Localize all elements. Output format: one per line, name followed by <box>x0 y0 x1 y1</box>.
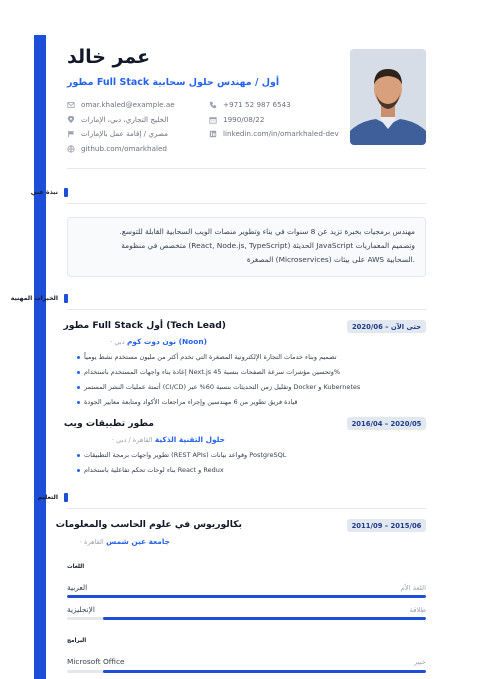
bullet-text: قيادة فريق تطوير من 6 مهندسين وإجراء مراجعات الأكواد ومتابعة معايير الجودة <box>84 398 298 406</box>
about-line: وتصميم المعماريات JavaScript الحديثة (React, Node.js, TypeScript) متخصص في منظومة <box>121 241 415 250</box>
software-level: خبير <box>413 658 426 666</box>
divider <box>67 168 426 169</box>
job-bullet <box>77 383 360 391</box>
job-bullet <box>77 368 340 376</box>
globe-icon <box>67 145 75 153</box>
bullet-text: تصميم وبناء خدمات التجارة الإلكترونية المصغرة التي تخدم أكثر من مليون مستخدم نشط يومياً <box>84 353 337 361</box>
software-title: البرامج <box>67 638 87 644</box>
language-bar <box>67 617 426 620</box>
bullet-dot <box>77 371 80 374</box>
divider <box>67 508 426 509</box>
company-location: دبي · <box>110 338 125 346</box>
phone-icon <box>209 101 217 109</box>
accent-bar <box>34 35 46 679</box>
contact-birthdate-text: 1990/08/22 <box>223 115 265 124</box>
contact-phone[interactable] <box>209 100 291 109</box>
profile-photo <box>350 49 426 145</box>
job-bullet <box>77 466 224 474</box>
date-badge: 2011/09 – 2015/06 <box>347 519 426 532</box>
section-marker <box>64 294 68 303</box>
bullet-dot <box>77 356 80 359</box>
bullet-dot <box>77 386 80 389</box>
about-line: مهندس برمجيات بخبرة تزيد عن 8 سنوات في بناء وتطوير منصات الويب السحابية القابلة للتوسع. <box>119 227 415 236</box>
language-level: اللغة الأم <box>400 584 426 592</box>
location-icon <box>67 116 75 124</box>
full-name: عمر خالد <box>67 46 151 68</box>
software-bar-fill <box>103 670 426 673</box>
divider <box>67 203 426 204</box>
company-line <box>110 337 207 346</box>
contact-birthdate <box>209 115 264 124</box>
calendar-icon <box>209 116 217 124</box>
bullet-text: PostgreSQL وقواعد بيانات (REST APIs) تطوير واجهات برمجة التطبيقات <box>84 451 287 459</box>
bullet-text: %وتحسين مؤشرات سرعة الصفحات بنسبة 45 Next.js إعادة بناء واجهات المستخدم باستخدام <box>84 368 341 376</box>
date-badge: 2016/04 – 2020/05 <box>347 417 426 430</box>
software-bar <box>67 670 426 673</box>
bullet-dot <box>77 469 80 472</box>
school-location: القاهرة · <box>79 538 104 546</box>
divider <box>67 309 426 310</box>
language-bar <box>67 595 426 598</box>
language-level: طلاقة <box>409 606 426 614</box>
bullet-text: Redux و React بناء لوحات تحكم تفاعلية باستخدام <box>84 466 224 474</box>
bullet-text: Kubernetes و Docker وتقليل زمن التحديثات بنسبة 60% عبر (CI/CD) أتمتة عمليات النشر المستمر <box>84 383 361 391</box>
contact-nationality-text: مصري / إقامة عمل بالإمارات <box>81 129 169 138</box>
company-location: القاهرة / دبي · <box>111 436 153 444</box>
job-bullet <box>77 451 286 459</box>
language-name: العربية <box>67 583 88 592</box>
software-name: Microsoft Office <box>67 657 125 666</box>
section-title: نبذة عني <box>30 189 58 196</box>
contact-nationality <box>67 129 168 138</box>
section-about-header <box>31 188 68 197</box>
contact-email[interactable] <box>67 100 175 109</box>
contact-github-text: github.com/omarkhaled <box>81 144 167 153</box>
contact-address <box>67 115 168 124</box>
mail-icon <box>67 101 75 109</box>
job-role: (Tech Lead) أول Full Stack مطور <box>63 320 226 331</box>
section-marker <box>64 188 68 197</box>
flag-icon <box>67 130 75 138</box>
about-box <box>67 217 426 277</box>
section-title: التعليم <box>37 494 58 501</box>
job-role: مطور تطبيقات ويب <box>63 418 154 429</box>
contact-linkedin-text: linkedin.com/in/omarkhaled-dev <box>223 129 339 138</box>
languages-title: اللغات <box>67 564 85 570</box>
language-bar-fill <box>103 617 426 620</box>
language-bar-fill <box>67 595 426 598</box>
contact-phone-text: +971 52 987 6543 <box>223 100 291 109</box>
school-name: جامعة عين شمس <box>106 537 170 546</box>
language-name: الإنجليزية <box>67 605 95 614</box>
linkedin-icon <box>209 130 217 138</box>
section-experience-header <box>11 294 68 303</box>
date-badge: حتى الآن – 2020/06 <box>347 320 426 333</box>
degree-title: بكالوريوس في علوم الحاسب والمعلومات <box>55 519 242 530</box>
contact-address-text: الخليج التجاري، دبي، الإمارات <box>81 115 169 124</box>
company-name: (Noon) نون دوت كوم <box>127 337 207 346</box>
bullet-dot <box>77 401 80 404</box>
company-line <box>112 435 225 444</box>
school-line <box>80 537 170 546</box>
job-bullet <box>77 398 297 406</box>
company-name: حلول التقنية الذكية <box>154 435 225 444</box>
contact-email-text: omar.khaled@example.ae <box>81 100 175 109</box>
job-bullet <box>77 353 337 361</box>
bullet-dot <box>77 454 80 457</box>
contact-github[interactable] <box>67 144 167 153</box>
section-education-header <box>38 493 68 502</box>
about-line: .السحابية AWS على بيئات (Microservices) المصغرة <box>246 255 415 264</box>
section-marker <box>64 493 68 502</box>
job-title: أول / مهندس حلول سحابية Full Stack مطور <box>67 77 280 88</box>
contact-linkedin[interactable] <box>209 129 339 138</box>
section-title: الخبرات المهنية <box>10 295 58 302</box>
